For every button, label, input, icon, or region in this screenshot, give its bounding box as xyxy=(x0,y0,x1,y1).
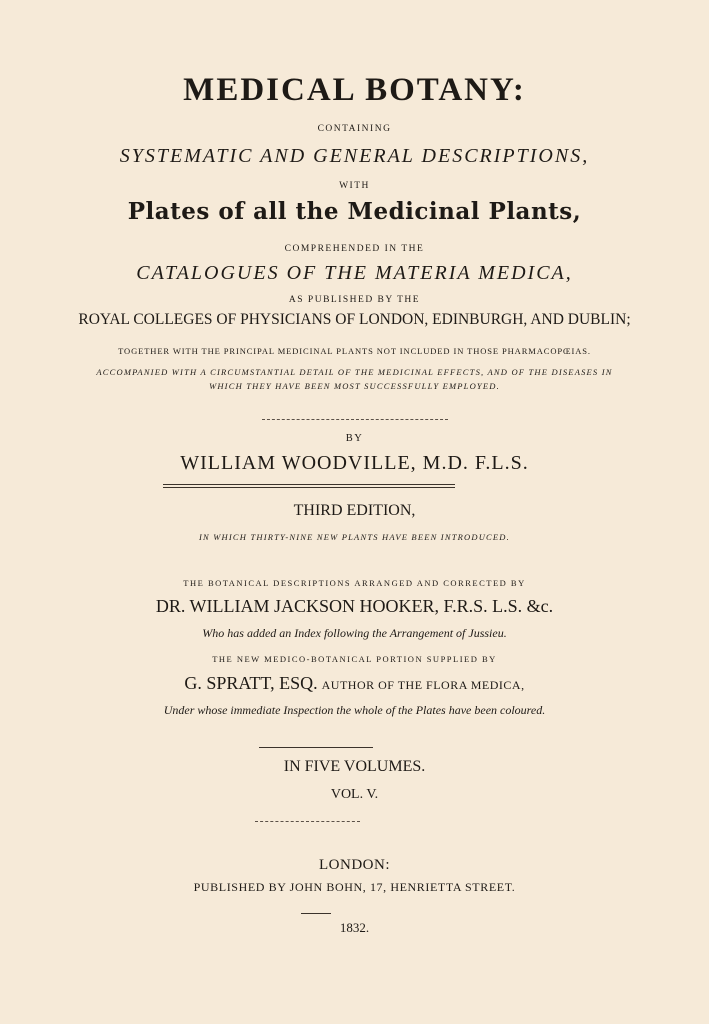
edition-heading: THIRD EDITION, xyxy=(293,502,416,519)
spratt-line xyxy=(0,673,709,694)
divider-rule-1 xyxy=(262,419,448,420)
volumes-heading: IN FIVE VOLUMES. xyxy=(283,758,426,775)
main-title: MEDICAL BOTANY: xyxy=(183,72,526,108)
by-label: BY xyxy=(345,433,364,444)
subtitle: SYSTEMATIC AND GENERAL DESCRIPTIONS, xyxy=(119,145,590,167)
containing-label: CONTAINING xyxy=(317,124,392,134)
edition-note: IN WHICH THIRTY-NINE NEW PLANTS HAVE BEEN INTRODUCED. xyxy=(199,532,510,542)
year-label: 1832. xyxy=(339,920,370,935)
botanical-desc-line: THE BOTANICAL DESCRIPTIONS ARRANGED AND CORRECTED BY xyxy=(183,578,526,588)
divider-rule-4 xyxy=(255,821,360,822)
with-label: WITH xyxy=(339,181,370,191)
divider-rule-5 xyxy=(301,913,331,914)
city-label: LONDON: xyxy=(319,857,390,873)
publisher-line: PUBLISHED BY JOHN BOHN, 17, HENRIETTA STREET. xyxy=(193,880,516,894)
spratt-name: G. SPRATT, ESQ. xyxy=(184,673,318,693)
divider-rule-2 xyxy=(163,484,455,485)
comprehended-label: COMPREHENDED IN THE xyxy=(284,244,425,254)
plates-heading: Plates of all the Medicinal Plants, xyxy=(127,198,582,225)
catalogues-heading: CATALOGUES OF THE MATERIA MEDICA, xyxy=(136,262,573,284)
colleges-line: ROYAL COLLEGES OF PHYSICIANS OF LONDON, EDINBURGH, AND DUBLIN; xyxy=(78,311,631,328)
accompanied-line-1: ACCOMPANIED WITH A CIRCUMSTANTIAL DETAIL OF THE MEDICINAL EFFECTS, AND OF THE DISEASES IN xyxy=(96,367,613,377)
author-name: WILLIAM WOODVILLE, M.D. F.L.S. xyxy=(180,452,529,474)
divider-rule-3 xyxy=(259,747,373,748)
spratt-note: Under whose immediate Inspection the whole of the Plates have been coloured. xyxy=(163,703,546,717)
accompanied-line-2: WHICH THEY HAVE BEEN MOST SUCCESSFULLY EMPLOYED. xyxy=(209,381,500,391)
published-by-label: AS PUBLISHED BY THE xyxy=(288,295,421,305)
hooker-name: DR. WILLIAM JACKSON HOOKER, F.R.S. L.S. &c. xyxy=(155,596,554,616)
together-line: TOGETHER WITH THE PRINCIPAL MEDICINAL PLANTS NOT INCLUDED IN THOSE PHARMACOPŒIAS. xyxy=(118,346,591,356)
new-portion-line: THE NEW MEDICO-BOTANICAL PORTION SUPPLIED BY xyxy=(212,654,497,664)
volume-number: VOL. V. xyxy=(330,787,379,802)
hooker-note: Who has added an Index following the Arrangement of Jussieu. xyxy=(202,626,507,640)
spratt-role: AUTHOR OF THE FLORA MEDICA, xyxy=(321,678,525,692)
